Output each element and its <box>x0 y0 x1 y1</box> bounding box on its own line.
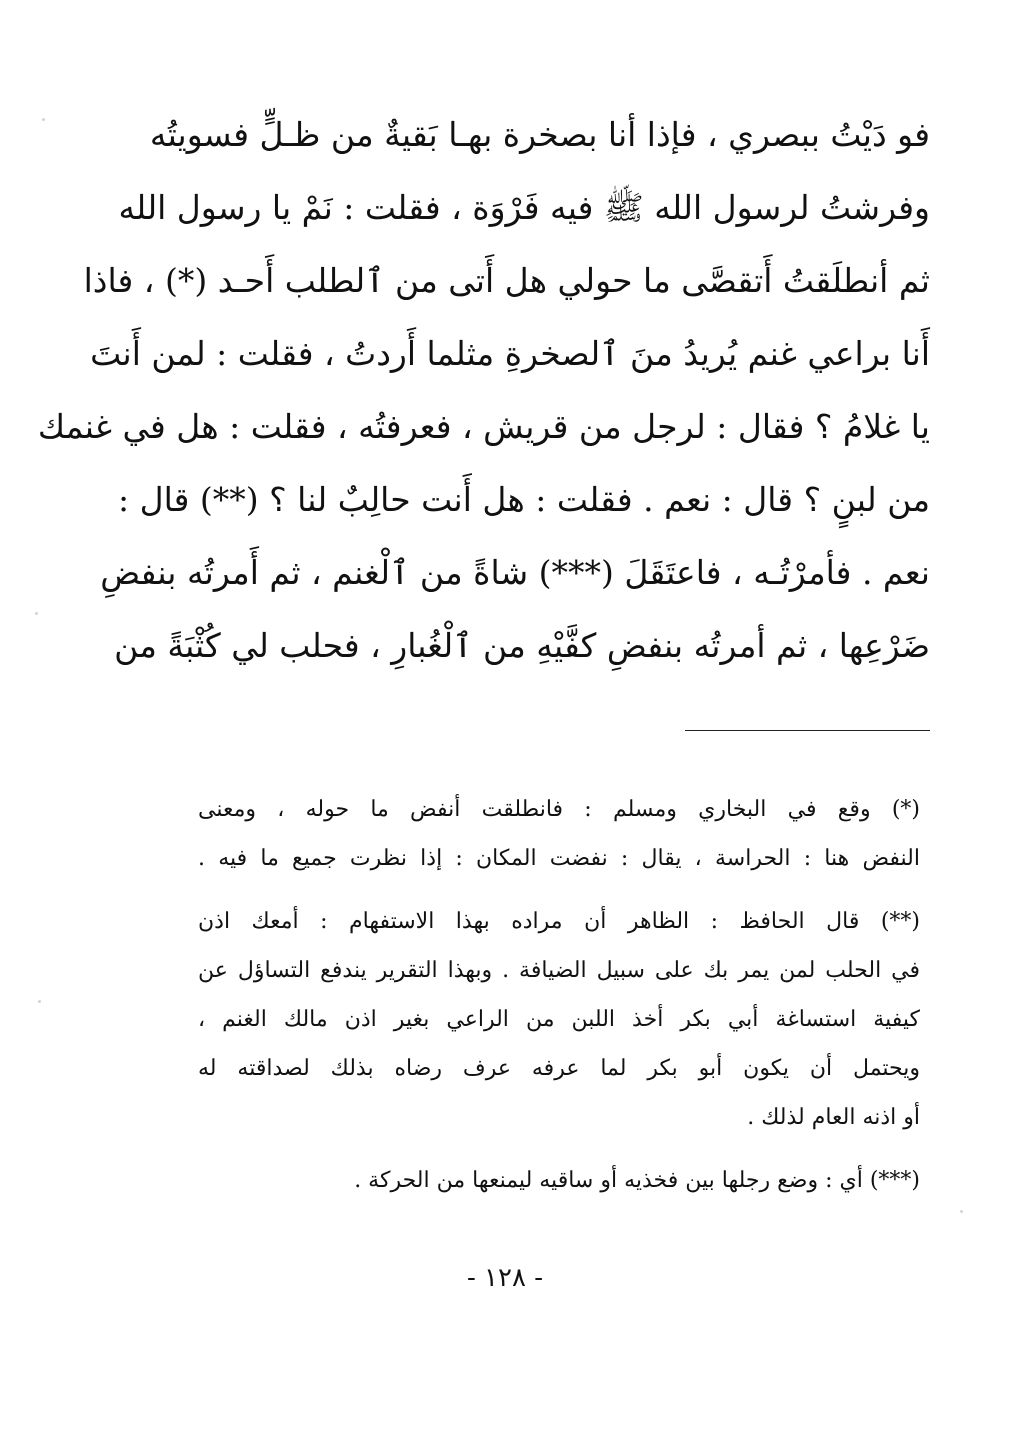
footnote-line: (***) أي : وضع رجلها بين فخذيه أو ساقيه ليمنعها من الحركة . <box>354 1168 920 1193</box>
main-text-line: ثم أنطلَقتُ أَتقصَّى ما حولي هل أَتى من ٱلطلب أَحـد (*) ، فاذا <box>83 261 930 300</box>
scan-speck <box>42 118 45 121</box>
main-text-line: وفرشتُ لرسول الله ﷺ فيه فَرْوَة ، فقلت : نَمْ يا رسول الله <box>118 188 930 227</box>
footnote-line: أو اذنه العام لذلك . <box>747 1105 920 1130</box>
main-text-line: أَنا براعي غنم يُريدُ منَ ٱلصخرةِ مثلما أَردتُ ، فقلت : لمن أَنتَ <box>90 334 930 373</box>
footnote-1 <box>198 785 920 883</box>
footnote-3 <box>198 1156 920 1205</box>
scan-speck <box>35 612 38 615</box>
footnote-line: في الحلب لمن يمر بك على سبيل الضيافة . وبهذا التقرير يندفع التساؤل عن <box>198 958 920 983</box>
main-text-line: يا غلامُ ؟ فقال : لرجل من قريش ، فعرفتُه ، فقلت : هل في غنمك <box>37 407 930 446</box>
footnote-line: (**) قال الحافظ : الظاهر أن مراده بهذا الاستفهام : أمعك اذن <box>198 909 920 934</box>
footnote-spacer <box>198 883 920 897</box>
footnote-2 <box>198 897 920 1142</box>
page-number: - ١٢٨ - <box>466 1263 544 1293</box>
main-text-line: نعم . فأمرْتُـه ، فاعتَقَلَ (***) شاةً من ٱلْغنم ، ثم أَمرتُه بنفضِ <box>100 553 930 592</box>
footnote-line: النفض هنا : الحراسة ، يقال : نفضت المكان : إذا نظرت جميع ما فيه . <box>198 846 920 871</box>
main-text-line: من لبنٍ ؟ قال : نعم . فقلت : هل أَنت حالِبٌ لنا ؟ (**) قال : <box>118 480 930 519</box>
footnotes-block <box>198 785 920 1205</box>
scan-speck <box>38 1000 41 1003</box>
footnote-line: ويحتمل أن يكون أبو بكر لما عرفه عرف رضاه بذلك لصداقته له <box>198 1056 920 1081</box>
footnote-line: كيفية استساغة أبي بكر أخذ اللبن من الراعي بغير اذن مالك الغنم ، <box>198 1007 920 1032</box>
main-text-line: ضَرْعِها ، ثم أمرتُه بنفضِ كفَّيْهِ من ٱلْغُبارِ ، فحلب لي كُثْبَةً من <box>114 626 930 665</box>
footnote-line: (*) وقع في البخاري ومسلم : فانطلقت أنفض ما حوله ، ومعنى <box>198 797 920 822</box>
main-text-block <box>37 98 930 682</box>
footnote-spacer <box>198 1142 920 1156</box>
footnote-separator-rule <box>685 730 930 731</box>
scan-speck <box>960 1210 963 1213</box>
main-text-line: فو دَيْتُ ببصري ، فإذا أنا بصخرة بهـا بَقيةٌ من ظـلٍّ فسويتُه <box>149 115 930 154</box>
